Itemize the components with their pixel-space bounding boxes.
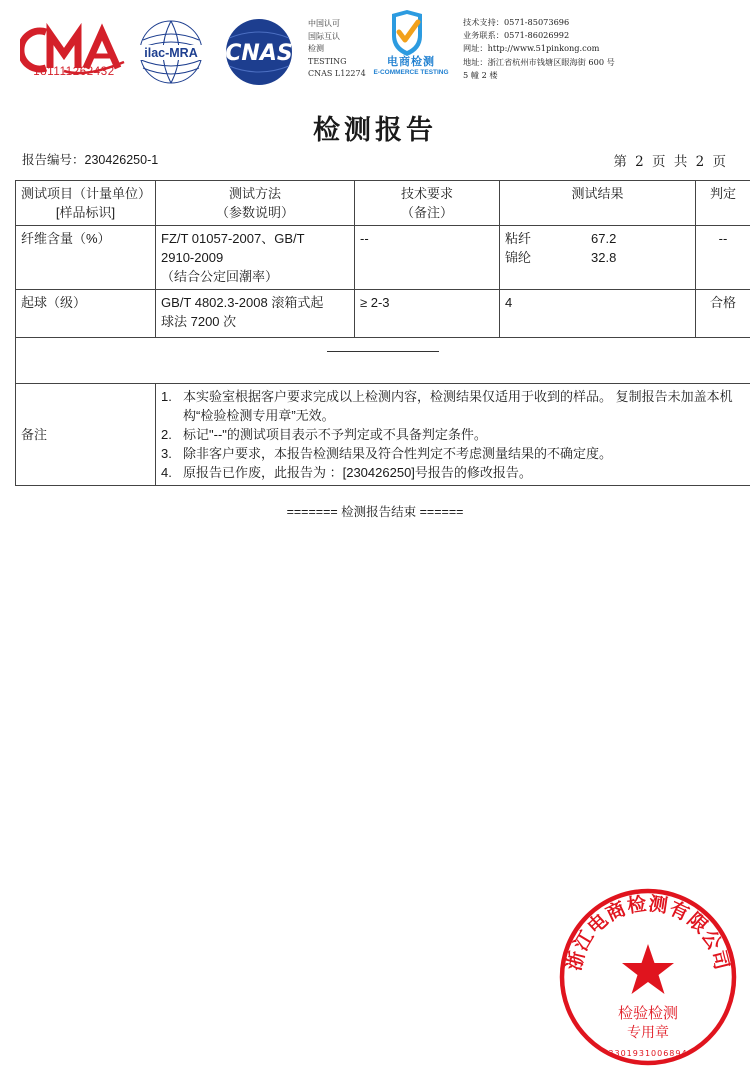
seal-number: 3301931006894	[608, 1049, 688, 1058]
notes-content	[156, 384, 750, 486]
website: 网址：http://www.51pinkong.com	[463, 43, 600, 54]
notes-row	[16, 384, 750, 486]
ilac-label: ilac-MRA	[144, 46, 198, 60]
table-row	[16, 226, 750, 290]
seal-purpose-1: 检验检测	[617, 1004, 679, 1022]
result-line: 粘纤 67.2	[505, 231, 617, 246]
row-judgement: --	[696, 226, 750, 290]
page-info: 第 2 页 共 2 页	[613, 154, 728, 170]
results-table	[15, 180, 750, 486]
table-header-row	[16, 181, 750, 226]
ilac-mra-logo	[135, 18, 207, 86]
report-end-marker: ======= 检测报告结束 ======	[286, 505, 464, 519]
header-requirement: 技术要求 （备注）	[355, 181, 500, 226]
row-judgement: 合格	[696, 290, 750, 338]
result-line: 锦纶 32.8	[505, 250, 617, 265]
official-seal-stamp	[553, 882, 743, 1072]
row-item: 纤维含量（%）	[16, 226, 156, 290]
blank-row	[16, 338, 750, 384]
notes-label: 备注	[16, 384, 156, 486]
note-item: 4. 原报告已作废，此报告为 ：[230426250]号报告的修改报告。	[161, 465, 532, 480]
row-requirement: --	[355, 226, 500, 290]
business-contact: 业务联系：0571-86026992	[463, 30, 570, 41]
note-item: 1. 本实验室根据客户要求完成以上检测内容，检测结果仅适用于收到的样品。 复制报告未加盖本机构“检验检测专用章”无效。	[161, 389, 733, 423]
result-line: 4	[505, 295, 513, 310]
contact-info	[463, 16, 615, 82]
cma-number: 181111262432	[33, 66, 115, 78]
report-title: 检测报告	[313, 115, 437, 146]
tech-support: 技术支持：0571-85073696	[463, 17, 570, 27]
cert-text: 中国认可 国际互认 检测 TESTING CNAS L12274	[308, 19, 366, 78]
address-line-2: 5 幢 2 楼	[463, 69, 498, 80]
report-header	[0, 0, 750, 95]
header-test-method: 测试方法 （参数说明）	[156, 181, 355, 226]
header-judgement: 判定	[696, 181, 750, 226]
header-test-item: 测试项目（计量单位） [样品标识]	[16, 181, 156, 226]
row-method: GB/T 4802.3-2008 滚箱式起 球法 7200 次	[156, 290, 355, 338]
address: 地址：浙江省杭州市钱塘区眼海街 600 号	[463, 56, 615, 67]
header-result: 测试结果	[500, 181, 696, 226]
row-item: 起球（级）	[16, 290, 156, 338]
report-number: 报告编号：230426250-1	[22, 153, 159, 167]
row-method: FZ/T 01057-2007、GB/T 2910-2009 （结合公定回潮率）	[156, 226, 355, 290]
cnas-logo	[215, 18, 303, 86]
row-requirement: ≥ 2-3	[355, 290, 500, 338]
ecommerce-testing-subtitle: E-COMMERCE TESTING	[373, 69, 449, 76]
row-result	[500, 226, 696, 290]
cnas-label: CNAS	[225, 41, 293, 66]
seal-company-name: 浙江电商检测有限公司	[563, 892, 733, 973]
ecommerce-testing-name: 电商检测	[387, 56, 435, 68]
seal-star-icon	[622, 944, 674, 994]
note-item: 2. 标记"--"的测试项目表示不予判定或不具备判定条件。	[161, 427, 487, 442]
seal-purpose-2: 专用章	[627, 1025, 669, 1041]
blank-divider	[327, 351, 439, 352]
row-result	[500, 290, 696, 338]
table-row	[16, 290, 750, 338]
note-item: 3. 除非客户要求，本报告检测结果及符合性判定不考虑测量结果的不确定度。	[161, 446, 613, 461]
